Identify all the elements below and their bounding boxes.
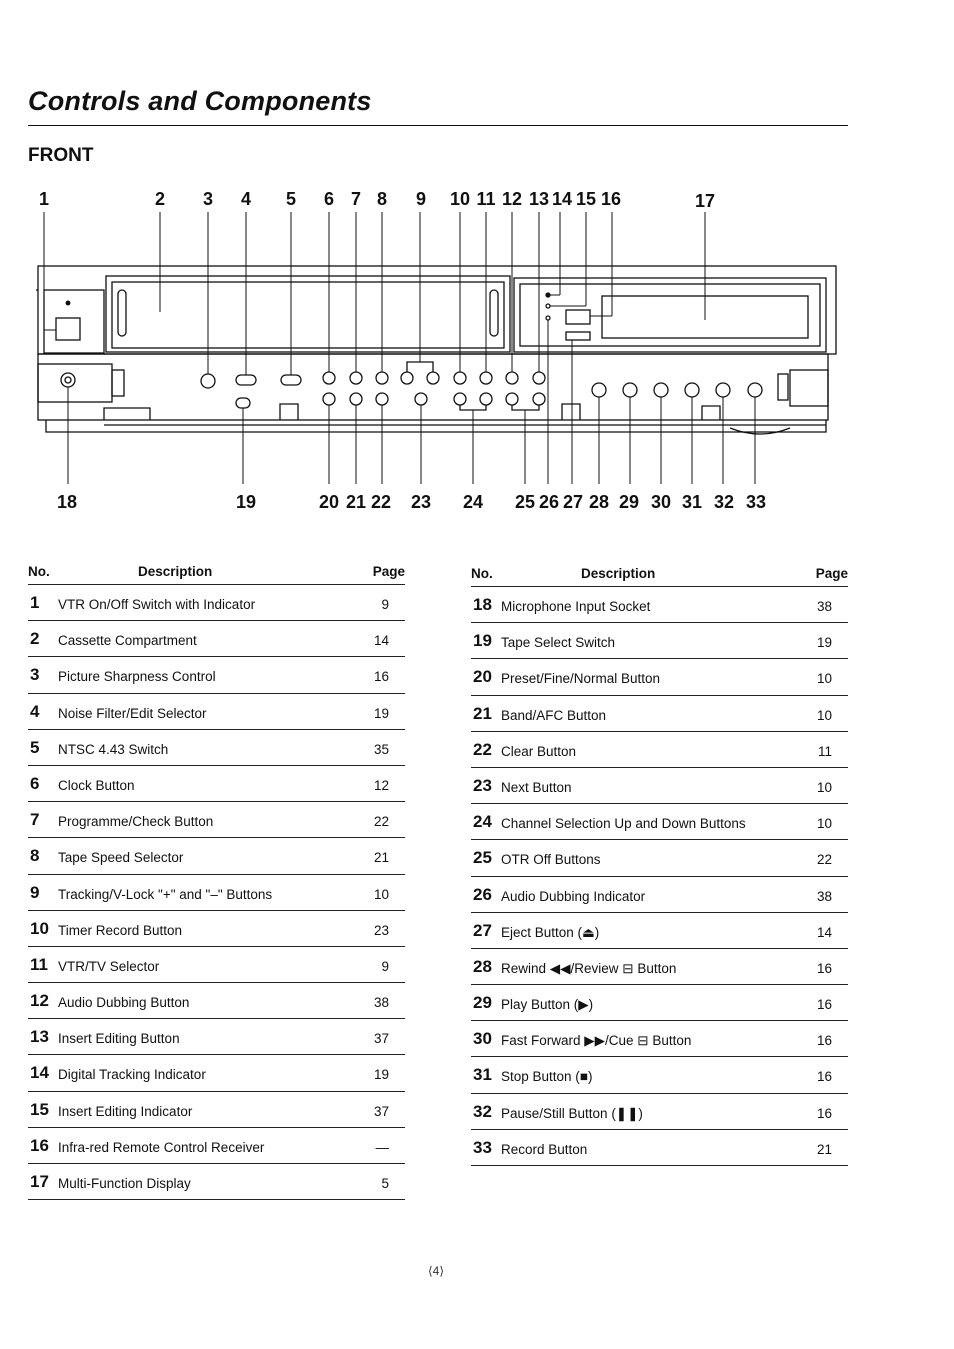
callout-24: 24 bbox=[462, 492, 484, 512]
item-description: Infra-red Remote Control Receiver bbox=[58, 1139, 265, 1155]
item-description: Fast Forward ▶▶/Cue ⊟ Button bbox=[501, 1033, 692, 1049]
item-number: 28 bbox=[473, 956, 492, 976]
item-description: Preset/Fine/Normal Button bbox=[501, 671, 661, 687]
item-number: 11 bbox=[30, 954, 48, 974]
table-row bbox=[471, 803, 848, 839]
header-description: Description bbox=[138, 564, 213, 579]
item-number: 21 bbox=[473, 703, 492, 723]
power-switch bbox=[56, 318, 80, 340]
item-page: 35 bbox=[373, 741, 389, 757]
item-page: 10 bbox=[816, 779, 832, 795]
item-description: NTSC 4.43 Switch bbox=[58, 741, 169, 757]
item-description: Eject Button (⏏) bbox=[501, 924, 600, 940]
item-page: 38 bbox=[373, 995, 389, 1011]
item-page: — bbox=[375, 1139, 389, 1155]
page-number: ⟨4⟩ bbox=[428, 1264, 445, 1278]
item-page: 21 bbox=[373, 850, 389, 866]
table-row bbox=[471, 839, 848, 875]
item-description: Programme/Check Button bbox=[58, 814, 214, 830]
table-row bbox=[28, 1091, 405, 1127]
callout-15: 15 bbox=[575, 189, 597, 209]
callout-1: 1 bbox=[38, 189, 50, 209]
item-page: 19 bbox=[373, 1067, 389, 1083]
table-row bbox=[471, 622, 848, 658]
header-no: No. bbox=[28, 564, 50, 579]
item-page: 38 bbox=[816, 888, 832, 904]
item-page: 23 bbox=[373, 922, 389, 938]
table-row bbox=[28, 620, 405, 656]
item-number: 31 bbox=[473, 1065, 492, 1085]
callout-21: 21 bbox=[345, 492, 367, 512]
item-description: Digital Tracking Indicator bbox=[58, 1067, 206, 1083]
item-description: Rewind ◀◀/Review ⊟ Button bbox=[501, 960, 677, 976]
callout-2: 2 bbox=[154, 189, 166, 209]
item-number: 25 bbox=[473, 848, 492, 868]
header-page: Page bbox=[815, 566, 848, 581]
parts-table-right bbox=[471, 560, 848, 1166]
callout-18: 18 bbox=[56, 492, 78, 512]
item-description: VTR On/Off Switch with Indicator bbox=[58, 597, 256, 612]
item-description: Timer Record Button bbox=[58, 922, 183, 938]
callout-4: 4 bbox=[240, 189, 252, 209]
callout-23: 23 bbox=[410, 492, 432, 512]
item-number: 9 bbox=[30, 882, 40, 902]
page-title: Controls and Components bbox=[28, 86, 372, 116]
item-number: 6 bbox=[30, 773, 40, 793]
item-number: 29 bbox=[473, 993, 492, 1013]
callout-28: 28 bbox=[588, 492, 610, 512]
table-header bbox=[28, 558, 405, 584]
parts-table-left bbox=[28, 558, 405, 1200]
table-row bbox=[28, 584, 405, 620]
item-description: Multi-Function Display bbox=[58, 1176, 191, 1191]
callout-22: 22 bbox=[370, 492, 392, 512]
item-page: 10 bbox=[816, 671, 832, 687]
callout-7: 7 bbox=[350, 189, 362, 209]
display-panel bbox=[514, 278, 826, 352]
callout-31: 31 bbox=[681, 492, 703, 512]
item-description: Insert Editing Button bbox=[58, 1031, 180, 1047]
table-row bbox=[28, 982, 405, 1018]
item-number: 10 bbox=[30, 918, 49, 938]
item-page: 14 bbox=[373, 633, 389, 649]
table-bottom-rule bbox=[28, 1199, 405, 1200]
callout-30: 30 bbox=[650, 492, 672, 512]
item-number: 12 bbox=[30, 991, 49, 1011]
item-number: 2 bbox=[30, 629, 40, 649]
table-bottom-rule bbox=[471, 1165, 848, 1166]
item-number: 7 bbox=[30, 810, 40, 830]
item-page: 22 bbox=[373, 814, 389, 830]
callout-26: 26 bbox=[538, 492, 560, 512]
header-page: Page bbox=[372, 564, 405, 579]
item-number: 33 bbox=[473, 1137, 492, 1157]
cassette-door bbox=[106, 276, 510, 352]
item-number: 5 bbox=[30, 737, 40, 757]
callout-8: 8 bbox=[376, 189, 388, 209]
callout-27: 27 bbox=[562, 492, 584, 512]
table-row bbox=[471, 767, 848, 803]
callout-32: 32 bbox=[713, 492, 735, 512]
item-page: 14 bbox=[816, 924, 832, 940]
table-row bbox=[471, 586, 848, 622]
item-number: 4 bbox=[30, 701, 40, 721]
power-panel bbox=[44, 290, 104, 353]
item-number: 14 bbox=[30, 1063, 49, 1083]
table-row bbox=[471, 1129, 848, 1165]
item-page: 16 bbox=[373, 669, 389, 685]
item-description: Audio Dubbing Indicator bbox=[501, 888, 646, 904]
header-description: Description bbox=[581, 566, 656, 581]
item-description: Tape Select Switch bbox=[501, 635, 616, 651]
item-page: 21 bbox=[816, 1141, 832, 1157]
item-page: 37 bbox=[373, 1031, 389, 1047]
table-header bbox=[471, 560, 848, 586]
item-description: VTR/TV Selector bbox=[58, 958, 160, 974]
callout-10: 10 bbox=[449, 189, 471, 209]
table-row bbox=[28, 1018, 405, 1054]
item-number: 30 bbox=[473, 1029, 492, 1049]
table-row bbox=[471, 984, 848, 1020]
callout-29: 29 bbox=[618, 492, 640, 512]
header-no: No. bbox=[471, 566, 493, 581]
item-description: Pause/Still Button (❚❚) bbox=[501, 1105, 643, 1121]
callout-19: 19 bbox=[235, 492, 257, 512]
item-number: 1 bbox=[30, 593, 40, 612]
item-page: 12 bbox=[373, 777, 389, 793]
table-row bbox=[28, 874, 405, 910]
callout-11: 11 bbox=[476, 189, 496, 209]
item-number: 23 bbox=[473, 775, 492, 795]
item-page: 16 bbox=[816, 1105, 832, 1121]
item-number: 22 bbox=[473, 739, 492, 759]
callout-6: 6 bbox=[323, 189, 335, 209]
mic-socket bbox=[61, 373, 75, 387]
table-row bbox=[28, 1163, 405, 1199]
item-page: 11 bbox=[817, 743, 832, 759]
callout-12: 12 bbox=[501, 189, 523, 209]
table-row bbox=[471, 658, 848, 694]
item-page: 16 bbox=[816, 1033, 832, 1049]
table-row bbox=[471, 876, 848, 912]
item-description: Tracking/V-Lock "+" and "–" Buttons bbox=[58, 886, 273, 902]
item-number: 27 bbox=[473, 920, 492, 940]
ir-receiver bbox=[566, 310, 590, 324]
item-page: 10 bbox=[816, 707, 832, 723]
item-number: 24 bbox=[473, 812, 492, 832]
item-description: Picture Sharpness Control bbox=[58, 669, 216, 685]
table-row bbox=[471, 1020, 848, 1056]
vcr-front-diagram bbox=[0, 0, 954, 540]
item-page: 16 bbox=[816, 1069, 832, 1085]
table-row bbox=[28, 910, 405, 946]
callout-13: 13 bbox=[528, 189, 550, 209]
item-number: 32 bbox=[473, 1101, 492, 1121]
item-description: OTR Off Buttons bbox=[501, 852, 601, 868]
item-number: 13 bbox=[30, 1027, 49, 1047]
item-number: 20 bbox=[473, 667, 492, 687]
callout-33: 33 bbox=[745, 492, 767, 512]
item-description: Play Button (▶) bbox=[501, 997, 594, 1013]
item-number: 8 bbox=[30, 846, 40, 866]
table-row bbox=[28, 1054, 405, 1090]
item-number: 18 bbox=[473, 595, 492, 614]
item-page: 16 bbox=[816, 960, 832, 976]
table-row bbox=[28, 656, 405, 692]
callout-17: 17 bbox=[694, 191, 716, 211]
item-description: Noise Filter/Edit Selector bbox=[58, 705, 207, 721]
item-description: Tape Speed Selector bbox=[58, 850, 184, 866]
table-row bbox=[28, 693, 405, 729]
table-row bbox=[471, 912, 848, 948]
table-row bbox=[471, 731, 848, 767]
item-description: Microphone Input Socket bbox=[501, 599, 651, 614]
table-row bbox=[471, 1056, 848, 1092]
item-description: Stop Button (■) bbox=[501, 1069, 593, 1085]
callout-9: 9 bbox=[415, 189, 427, 209]
item-description: Audio Dubbing Button bbox=[58, 995, 190, 1011]
item-number: 19 bbox=[473, 631, 492, 651]
callout-14: 14 bbox=[551, 189, 573, 209]
item-number: 26 bbox=[473, 884, 492, 904]
table-row bbox=[28, 729, 405, 765]
item-page: 38 bbox=[816, 599, 832, 614]
table-row bbox=[28, 1127, 405, 1163]
item-page: 16 bbox=[816, 997, 832, 1013]
callout-3: 3 bbox=[202, 189, 214, 209]
item-description: Clock Button bbox=[58, 777, 135, 793]
item-description: Channel Selection Up and Down Buttons bbox=[501, 816, 746, 832]
item-description: Band/AFC Button bbox=[501, 707, 607, 723]
section-heading: FRONT bbox=[28, 145, 94, 166]
item-page: 19 bbox=[816, 635, 832, 651]
table-row bbox=[28, 765, 405, 801]
item-page: 9 bbox=[381, 597, 389, 612]
table-row bbox=[28, 801, 405, 837]
vcr-top-housing bbox=[38, 266, 836, 354]
item-description: Cassette Compartment bbox=[58, 633, 197, 649]
table-row bbox=[28, 946, 405, 982]
item-number: 17 bbox=[30, 1172, 49, 1191]
table-row bbox=[28, 837, 405, 873]
table-row bbox=[471, 948, 848, 984]
item-page: 22 bbox=[816, 852, 832, 868]
callout-20: 20 bbox=[318, 492, 340, 512]
table-row bbox=[471, 1093, 848, 1129]
item-page: 5 bbox=[381, 1176, 389, 1191]
item-number: 15 bbox=[30, 1099, 49, 1119]
table-row bbox=[471, 695, 848, 731]
item-description: Record Button bbox=[501, 1141, 588, 1157]
item-description: Clear Button bbox=[501, 743, 577, 759]
callout-16: 16 bbox=[600, 189, 622, 209]
callout-5: 5 bbox=[285, 189, 297, 209]
item-number: 16 bbox=[30, 1135, 49, 1155]
item-page: 37 bbox=[373, 1103, 389, 1119]
item-description: Next Button bbox=[501, 779, 572, 795]
item-page: 19 bbox=[373, 705, 389, 721]
item-page: 10 bbox=[816, 816, 832, 832]
item-number: 3 bbox=[30, 665, 40, 685]
item-description: Insert Editing Indicator bbox=[58, 1103, 193, 1119]
item-page: 10 bbox=[373, 886, 389, 902]
item-page: 9 bbox=[381, 958, 389, 974]
callout-25: 25 bbox=[514, 492, 536, 512]
